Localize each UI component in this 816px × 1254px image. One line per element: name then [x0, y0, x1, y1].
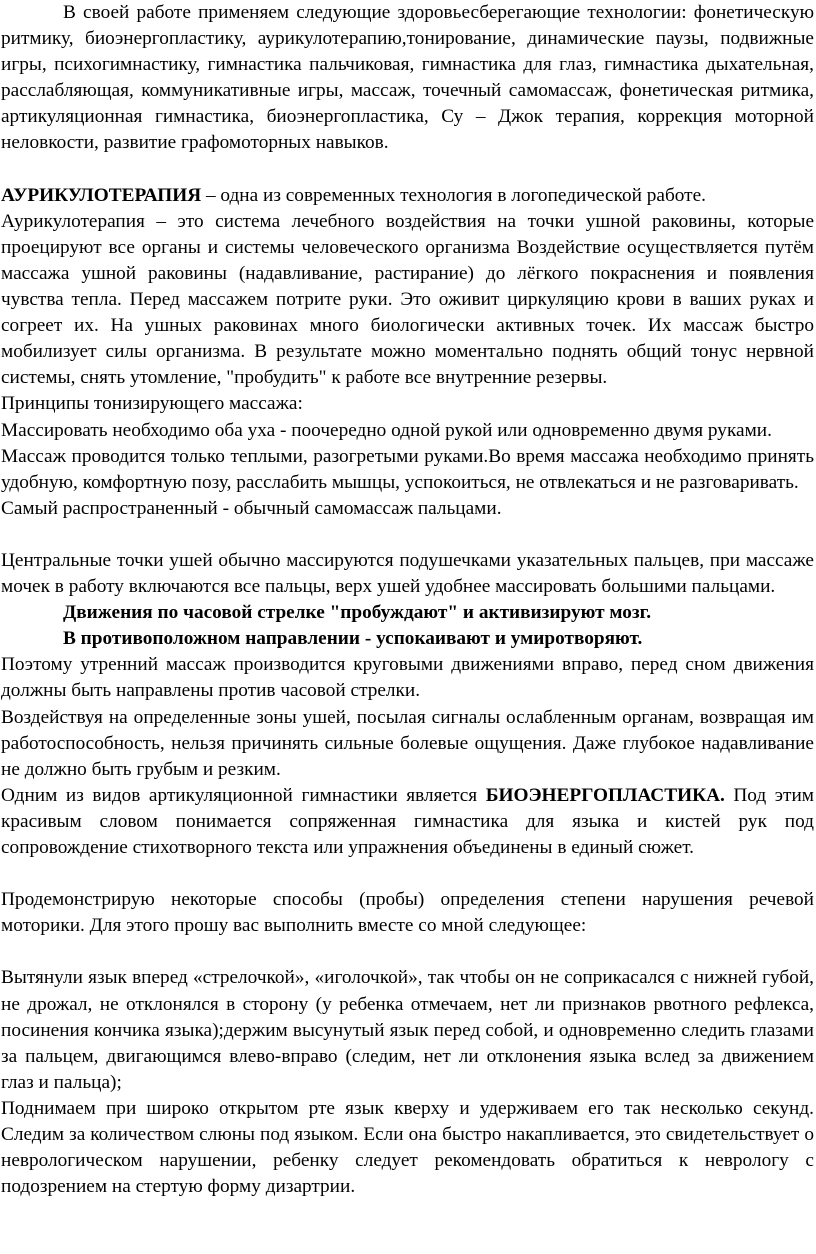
paragraph-principle-both-ears: Массировать необходимо оба уха - поочередно одной рукой или одновременно двумя руками. — [1, 419, 772, 441]
paragraph-zones: Воздействуя на определенные зоны ушей, посылая сигналы ослабленным органам, возвращая им работоспособность, нельзя причинять сильные болевые ощущения. Даже глубокое надавливание не должно быть грубым и резким. — [1, 706, 814, 780]
blank-line — [1, 939, 814, 965]
paragraph-demonstration: Продемонстрирую некоторые способы (пробы) определения степени нарушения речевой моторики. Для этого прошу вас выполнить вместе со мной следующее: — [1, 889, 814, 937]
paragraph-auriculotherapy-heading — [1, 183, 814, 209]
paragraph-morning-massage: Поэтому утренний массаж производится круговыми движениями вправо, перед сном движения должны быть направлены против часовой стрелки. — [1, 654, 814, 702]
bio-intro: Одним из видов артикуляционной гимнастики является — [1, 784, 486, 806]
term-bioenergoplastika: БИОЭНЕРГОПЛАСТИКА. — [485, 784, 725, 806]
heading-rest: – одна из современных технология в логопедической работе. — [201, 184, 706, 206]
paragraph-self-massage: Самый распространенный - обычный самомассаж пальцами. — [1, 497, 502, 519]
emphasis-counterclockwise: В противоположном направлении - успокаивают и умиротворяют. — [63, 628, 643, 650]
paragraph-tongue-up: Поднимаем при широко открытом рте язык кверху и удерживаем его так несколько секунд. Следим за количеством слюны под языком. Если она быстро накапливается, это свидетельствует о неврологическом нарушении, ребенку следует рекомендовать обратиться к неврологу с подозрением на стертую форму дизартрии. — [1, 1097, 814, 1198]
paragraph-bioenergoplastika — [1, 783, 814, 861]
paragraph-auriculotherapy-description: Аурикулотерапия – это система лечебного воздействия на точки ушной раковины, которые проецируют все органы и системы человеческого организма Воздействие осуществляется путём массажа ушной раковины (надавливание, растирание) до лёгкого покраснения и появления чувства тепла. Перед массажем потрите руки. Это оживит циркуляцию крови в ваших руках и согреет их. На ушных раковинах много биологически активных точек. Их массаж быстро мобилизует силы организма. В результате можно моментально поднять общий тонус нервной системы, снять утомление, "пробудить" к работе все внутренние резервы. — [1, 210, 814, 389]
bio-rest: Под этим красивым словом понимается сопряженная гимнастика для языка и кистей рук под сопровождение стихотворного текста или упражнения объединены в единый сюжет. — [1, 784, 814, 858]
paragraph-central-points: Центральные точки ушей обычно массируются подушечками указательных пальцев, при массаже мочек в работу включаются все пальцы, верх ушей удобнее массировать большими пальцами. — [1, 549, 814, 598]
paragraph-technologies: В своей работе применяем следующие здоровьесберегающие технологии: фонетическую ритмику, биоэнергопластику, аурикулотерапию,тонирование, динамические паузы, подвижные игры, психогимнастику, гимнастика пальчиковая, гимнастика для глаз, гимнастика дыхательная, расслабляющая, коммуникативные игры, массаж, точечный самомассаж, фонетическая ритмика, артикуляционная гимнастика, биоэнергопластика, Су – Джок терапия, коррекция моторной неловкости, развитие графомоторных навыков. — [1, 2, 814, 154]
blank-line — [1, 522, 814, 548]
term-auriculotherapy: АУРИКУЛОТЕРАПИЯ — [1, 184, 202, 206]
paragraph-principles-title: Принципы тонизирующего массажа: — [1, 393, 303, 415]
paragraph-tongue-forward: Вытянули язык вперед «стрелочкой», «иголочкой», так чтобы он не соприкасался с нижней губой, не дрожал, не отклонялся в сторону (у ребенка отмечаем, нет ли признаков рвотного рефлекса, посинения кончика языка);держим высунутый язык перед собой, и одновременно следить глазами за пальцем, двигающимся влево-вправо (следим, нет ли отклонения языка вслед за движением глаз и пальца); — [1, 967, 814, 1093]
emphasis-clockwise: Движения по часовой стрелке "пробуждают" и активизируют мозг. — [63, 602, 652, 624]
paragraph-principle-warm-hands: Массаж проводится только теплыми, разогретыми руками.Во время массажа необходимо принять удобную, комфортную позу, расслабить мышцы, успокоиться, не отвлекаться и не разговаривать. — [1, 445, 814, 493]
blank-line — [1, 861, 814, 887]
blank-line — [1, 157, 814, 183]
